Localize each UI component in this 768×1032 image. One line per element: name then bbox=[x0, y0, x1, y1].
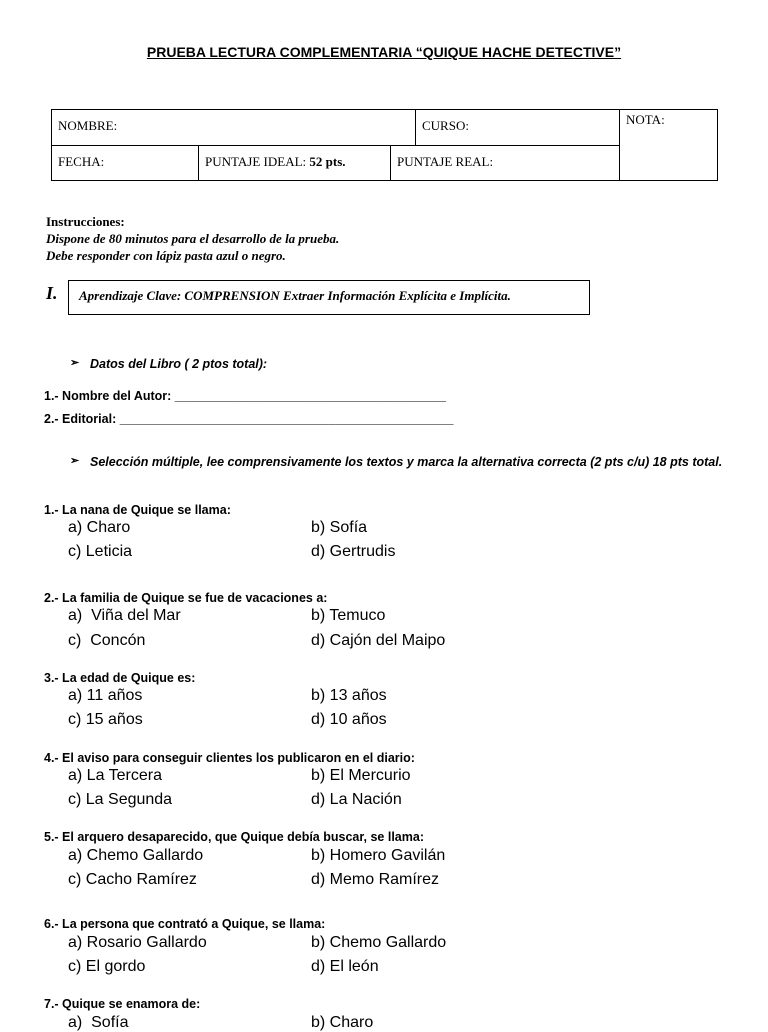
editorial-field[interactable]: 2.- Editorial: ________________________________________________ bbox=[44, 412, 454, 426]
grade-label: NOTA: bbox=[626, 112, 665, 127]
option-a[interactable]: a) Chemo Gallardo bbox=[68, 847, 204, 864]
ideal-score-label: PUNTAJE IDEAL: bbox=[205, 154, 307, 169]
option-a[interactable]: a) La Tercera bbox=[68, 767, 162, 784]
option-d[interactable]: d) 10 años bbox=[311, 711, 387, 728]
option-b[interactable]: b) Chemo Gallardo bbox=[311, 934, 447, 951]
question-1: 1.- La nana de Quique se llama: bbox=[44, 503, 231, 517]
question-4: 4.- El aviso para conseguir clientes los publicaron en el diario: bbox=[44, 751, 415, 765]
instructions-heading: Instrucciones: bbox=[46, 214, 125, 229]
instructions bbox=[46, 213, 339, 264]
page-title: PRUEBA LECTURA COMPLEMENTARIA “QUIQUE HACHE DETECTIVE” bbox=[146, 44, 622, 60]
option-c[interactable]: c) Cacho Ramírez bbox=[68, 871, 197, 888]
real-score-cell[interactable] bbox=[390, 145, 620, 181]
question-5: 5.- El arquero desaparecido, que Quique debía buscar, se llama: bbox=[44, 830, 424, 844]
grade-cell[interactable] bbox=[619, 109, 718, 181]
question-2: 2.- La familia de Quique se fue de vacaciones a: bbox=[44, 591, 328, 605]
book-data-heading: Datos del Libro ( 2 ptos total): bbox=[90, 357, 268, 371]
instructions-line-2: Debe responder con lápiz pasta azul o negro. bbox=[46, 248, 286, 263]
option-d[interactable]: d) La Nación bbox=[311, 791, 402, 808]
question-7: 7.- Quique se enamora de: bbox=[44, 997, 201, 1011]
option-c[interactable]: c) Leticia bbox=[68, 543, 133, 560]
option-a[interactable]: a) Rosario Gallardo bbox=[68, 934, 207, 951]
date-label: FECHA: bbox=[58, 154, 105, 169]
student-info-table bbox=[51, 109, 718, 181]
name-cell[interactable] bbox=[51, 109, 416, 146]
option-a[interactable]: a) Charo bbox=[68, 519, 131, 536]
option-d[interactable]: d) Memo Ramírez bbox=[311, 871, 440, 888]
option-c[interactable]: c) 15 años bbox=[68, 711, 143, 728]
arrow-bullet-icon: ➢ bbox=[70, 455, 80, 467]
option-d[interactable]: d) El león bbox=[311, 958, 379, 975]
course-label: CURSO: bbox=[422, 118, 469, 133]
section-number: I. bbox=[46, 283, 58, 303]
option-d[interactable]: d) Cajón del Maipo bbox=[311, 632, 446, 649]
option-b[interactable]: b) Sofía bbox=[311, 519, 368, 536]
ideal-score-cell bbox=[198, 145, 391, 181]
option-a[interactable]: a) 11 años bbox=[68, 687, 143, 704]
option-b[interactable]: b) Temuco bbox=[311, 607, 386, 624]
course-cell[interactable] bbox=[415, 109, 620, 146]
option-c[interactable]: c) Concón bbox=[68, 632, 146, 649]
author-field[interactable]: 1.- Nombre del Autor: _______________________________________ bbox=[44, 389, 446, 403]
instructions-line-1: Dispone de 80 minutos para el desarrollo de la prueba. bbox=[46, 231, 340, 246]
option-a[interactable]: a) Sofía bbox=[68, 1014, 129, 1031]
option-a[interactable]: a) Viña del Mar bbox=[68, 607, 181, 624]
question-6: 6.- La persona que contrató a Quique, se llama: bbox=[44, 917, 326, 931]
ideal-score-value: 52 pts. bbox=[309, 154, 346, 169]
question-3: 3.- La edad de Quique es: bbox=[44, 671, 196, 685]
option-d[interactable]: d) Gertrudis bbox=[311, 543, 396, 560]
arrow-bullet-icon: ➢ bbox=[70, 357, 80, 369]
option-b[interactable]: b) El Mercurio bbox=[311, 767, 411, 784]
multiple-choice-heading: Selección múltiple, lee comprensivamente los textos y marca la alternativa correcta (2 pts c/u) 18 pts total. bbox=[90, 455, 723, 469]
section-objective-box: Aprendizaje Clave: COMPRENSION Extraer Información Explícita e Implícita. bbox=[68, 280, 590, 315]
name-label: NOMBRE: bbox=[58, 118, 118, 133]
option-c[interactable]: c) La Segunda bbox=[68, 791, 173, 808]
date-cell[interactable] bbox=[51, 145, 199, 181]
option-c[interactable]: c) El gordo bbox=[68, 958, 146, 975]
option-b[interactable]: b) Charo bbox=[311, 1014, 374, 1031]
option-b[interactable]: b) Homero Gavilán bbox=[311, 847, 446, 864]
option-b[interactable]: b) 13 años bbox=[311, 687, 387, 704]
real-score-label: PUNTAJE REAL: bbox=[397, 154, 494, 169]
